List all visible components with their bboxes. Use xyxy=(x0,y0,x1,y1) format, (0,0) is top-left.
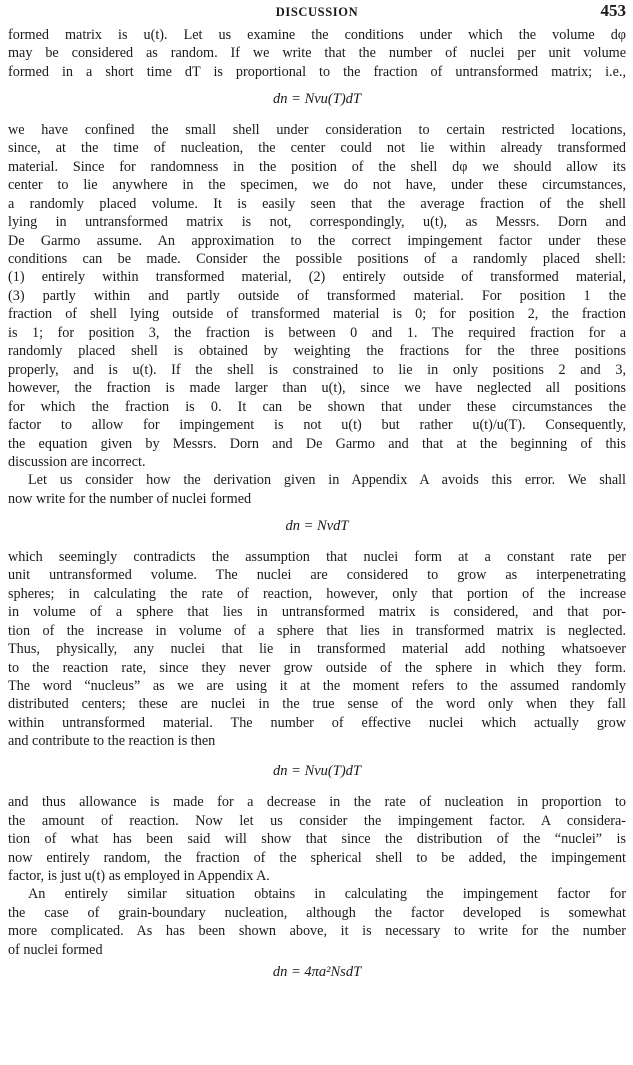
text-line: since, at the time of nucleation, the center could not lie within already transformed xyxy=(8,140,626,157)
running-head xyxy=(8,0,626,26)
text-line: randomly placed shell is obtained by weighting the fractions for the three positions xyxy=(8,343,626,360)
paragraph-4 xyxy=(8,548,626,751)
text-line: center to lie anywhere in the specimen, we do not have, under these circumstances, xyxy=(8,177,626,194)
text-line: formed in a short time dT is proportional to the fraction of untransformed matrix; i.e., xyxy=(8,63,626,80)
text-line: however, the fraction is made larger than u(t), since we have neglected all positions xyxy=(8,380,626,397)
text-line: properly, and is u(t). If the shell is constrained to lie in only positions 2 and 3, xyxy=(8,361,626,378)
paragraph-1 xyxy=(8,26,626,81)
text-line: The word “nucleus” as we are using it at the moment refers to the assumed randomly xyxy=(8,677,626,694)
text-line: for which the fraction is 0. It can be shown that under these circumstances the xyxy=(8,398,626,415)
text-line: fraction of shell lying outside of transformed material is 0; for position 2, the fraction xyxy=(8,306,626,323)
paragraph-2 xyxy=(8,121,626,472)
text-line: and contribute to the reaction is then xyxy=(8,733,216,750)
text-line: tion of the increase in volume of a sphere that lies in transformed matrix is neglected. xyxy=(8,622,626,639)
paragraph-5 xyxy=(8,793,626,885)
text-line: factor, is just u(t) as employed in Appendix A. xyxy=(8,868,270,885)
equation-4: dn = 4πa²NsdT xyxy=(272,964,362,981)
text-line: De Garmo assume. An approximation to the correct impingement factor under these xyxy=(8,232,626,249)
text-line: formed matrix is u(t). Let us examine the conditions under which the volume dφ xyxy=(8,27,626,43)
text-line: discussion are incorrect. xyxy=(8,453,146,470)
text-line: in volume of a sphere that lies in untransformed matrix is considered, and that por- xyxy=(8,604,626,621)
text-line: conditions can be made. Consider the possible positions of a randomly placed shell: xyxy=(8,250,626,267)
text-line: spheres; in calculating the rate of reaction, however, only that portion of the increase xyxy=(8,585,626,602)
text-line: distributed centers; these are nuclei in the true sense of the word only when they fall xyxy=(8,696,626,713)
text-line: factor to allow for impingement is not u(t) but rather u(t)/u(T). Consequently, xyxy=(8,417,626,434)
text-line: (3) partly within and partly outside of transformed material. For position 1 the xyxy=(8,287,626,304)
equation-3: dn = Nvu(T)dT xyxy=(273,762,361,779)
equation-2: dn = NvdT xyxy=(285,518,349,535)
text-line: the case of grain-boundary nucleation, although the factor developed is somewhat xyxy=(8,904,626,921)
text-line: is 1; for position 3, the fraction is between 0 and 1. The required fraction for a xyxy=(8,324,626,341)
running-title: DISCUSSION xyxy=(275,5,359,19)
text-line: to the reaction rate, since they never grow outside of the sphere in which they form. xyxy=(8,659,626,676)
paragraph-6 xyxy=(8,885,626,959)
text-line: material. Since for randomness in the position of the shell dφ we should allow its xyxy=(8,158,626,175)
text-line: unit untransformed volume. The nuclei are considered to grow as interpenetrating xyxy=(8,567,626,584)
text-line: the amount of reaction. Now let us consider the impingement factor. A considera- xyxy=(8,812,626,829)
equation-1: dn = Nvu(T)dT xyxy=(273,91,361,108)
text-line: may be considered as random. If we write that the number of nuclei per unit volume xyxy=(8,45,626,62)
text-line: the equation given by Messrs. Dorn and De Garmo and that at the beginning of this xyxy=(8,435,626,452)
text-line: now write for the number of nuclei formed xyxy=(8,490,252,507)
text-line: lying in untransformed matrix is not, correspondingly, u(t), as Messrs. Dorn and xyxy=(8,214,626,231)
text-line: and thus allowance is made for a decrease in the rate of nucleation in proportion to xyxy=(8,794,626,811)
text-line: a randomly placed volume. It is easily seen that the average fraction of the shell xyxy=(8,195,626,212)
text-line: tion of what has been said will show that since the distribution of the “nuclei” is xyxy=(8,831,626,848)
text-line: (1) entirely within transformed material, (2) entirely outside of transformed material, xyxy=(8,269,626,286)
text-line: Thus, physically, any nuclei that lie in transformed material add nothing whatsoever xyxy=(8,641,626,658)
body-text xyxy=(8,26,626,982)
text-line: now entirely random, the fraction of the spherical shell to be added, the impingement xyxy=(8,849,626,866)
text-line: more complicated. As has been shown above, it is necessary to write for the number xyxy=(8,923,626,940)
text-line: of nuclei formed xyxy=(8,941,103,958)
page xyxy=(8,0,626,982)
text-line: we have confined the small shell under consideration to certain restricted locations, xyxy=(8,121,626,138)
paragraph-3 xyxy=(8,471,626,508)
page-number: 453 xyxy=(600,1,626,20)
text-line: within untransformed material. The number of effective nuclei which actually grow xyxy=(8,714,626,731)
text-line: which seemingly contradicts the assumption that nuclei form at a constant rate per xyxy=(8,548,626,565)
text-line: Let us consider how the derivation given in Appendix A avoids this error. We shall xyxy=(28,472,626,489)
text-line: An entirely similar situation obtains in calculating the impingement factor for xyxy=(28,886,626,903)
